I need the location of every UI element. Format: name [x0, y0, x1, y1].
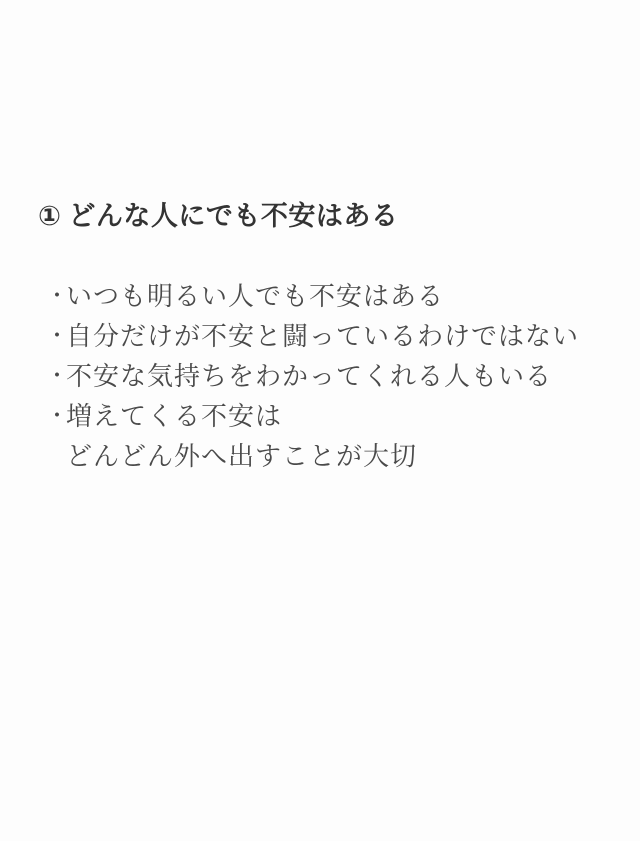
list-item	[46, 356, 640, 396]
title-number: ①	[38, 201, 62, 231]
bullet-marker-icon: ・	[46, 403, 70, 428]
bullet-text-line: 増えてくる不安は	[66, 401, 283, 431]
bullet-marker-icon: ・	[46, 323, 70, 348]
bullet-text: 不安な気持ちをわかってくれる人もいる	[66, 361, 553, 391]
title-text: どんな人にでも不安はある	[68, 201, 399, 231]
bullet-list	[46, 276, 640, 476]
list-item	[46, 276, 640, 316]
slide	[0, 197, 640, 841]
list-item	[46, 396, 640, 476]
page-title	[38, 197, 640, 235]
bullet-marker-icon: ・	[46, 283, 70, 308]
bullet-text: 自分だけが不安と闘っているわけではない	[66, 321, 580, 351]
bullet-text-line: どんどん外へ出すことが大切	[66, 441, 418, 471]
bullet-text: いつも明るい人でも不安はある	[66, 281, 445, 311]
bullet-marker-icon: ・	[46, 363, 70, 388]
bullet-text	[66, 396, 417, 476]
list-item	[46, 316, 640, 356]
